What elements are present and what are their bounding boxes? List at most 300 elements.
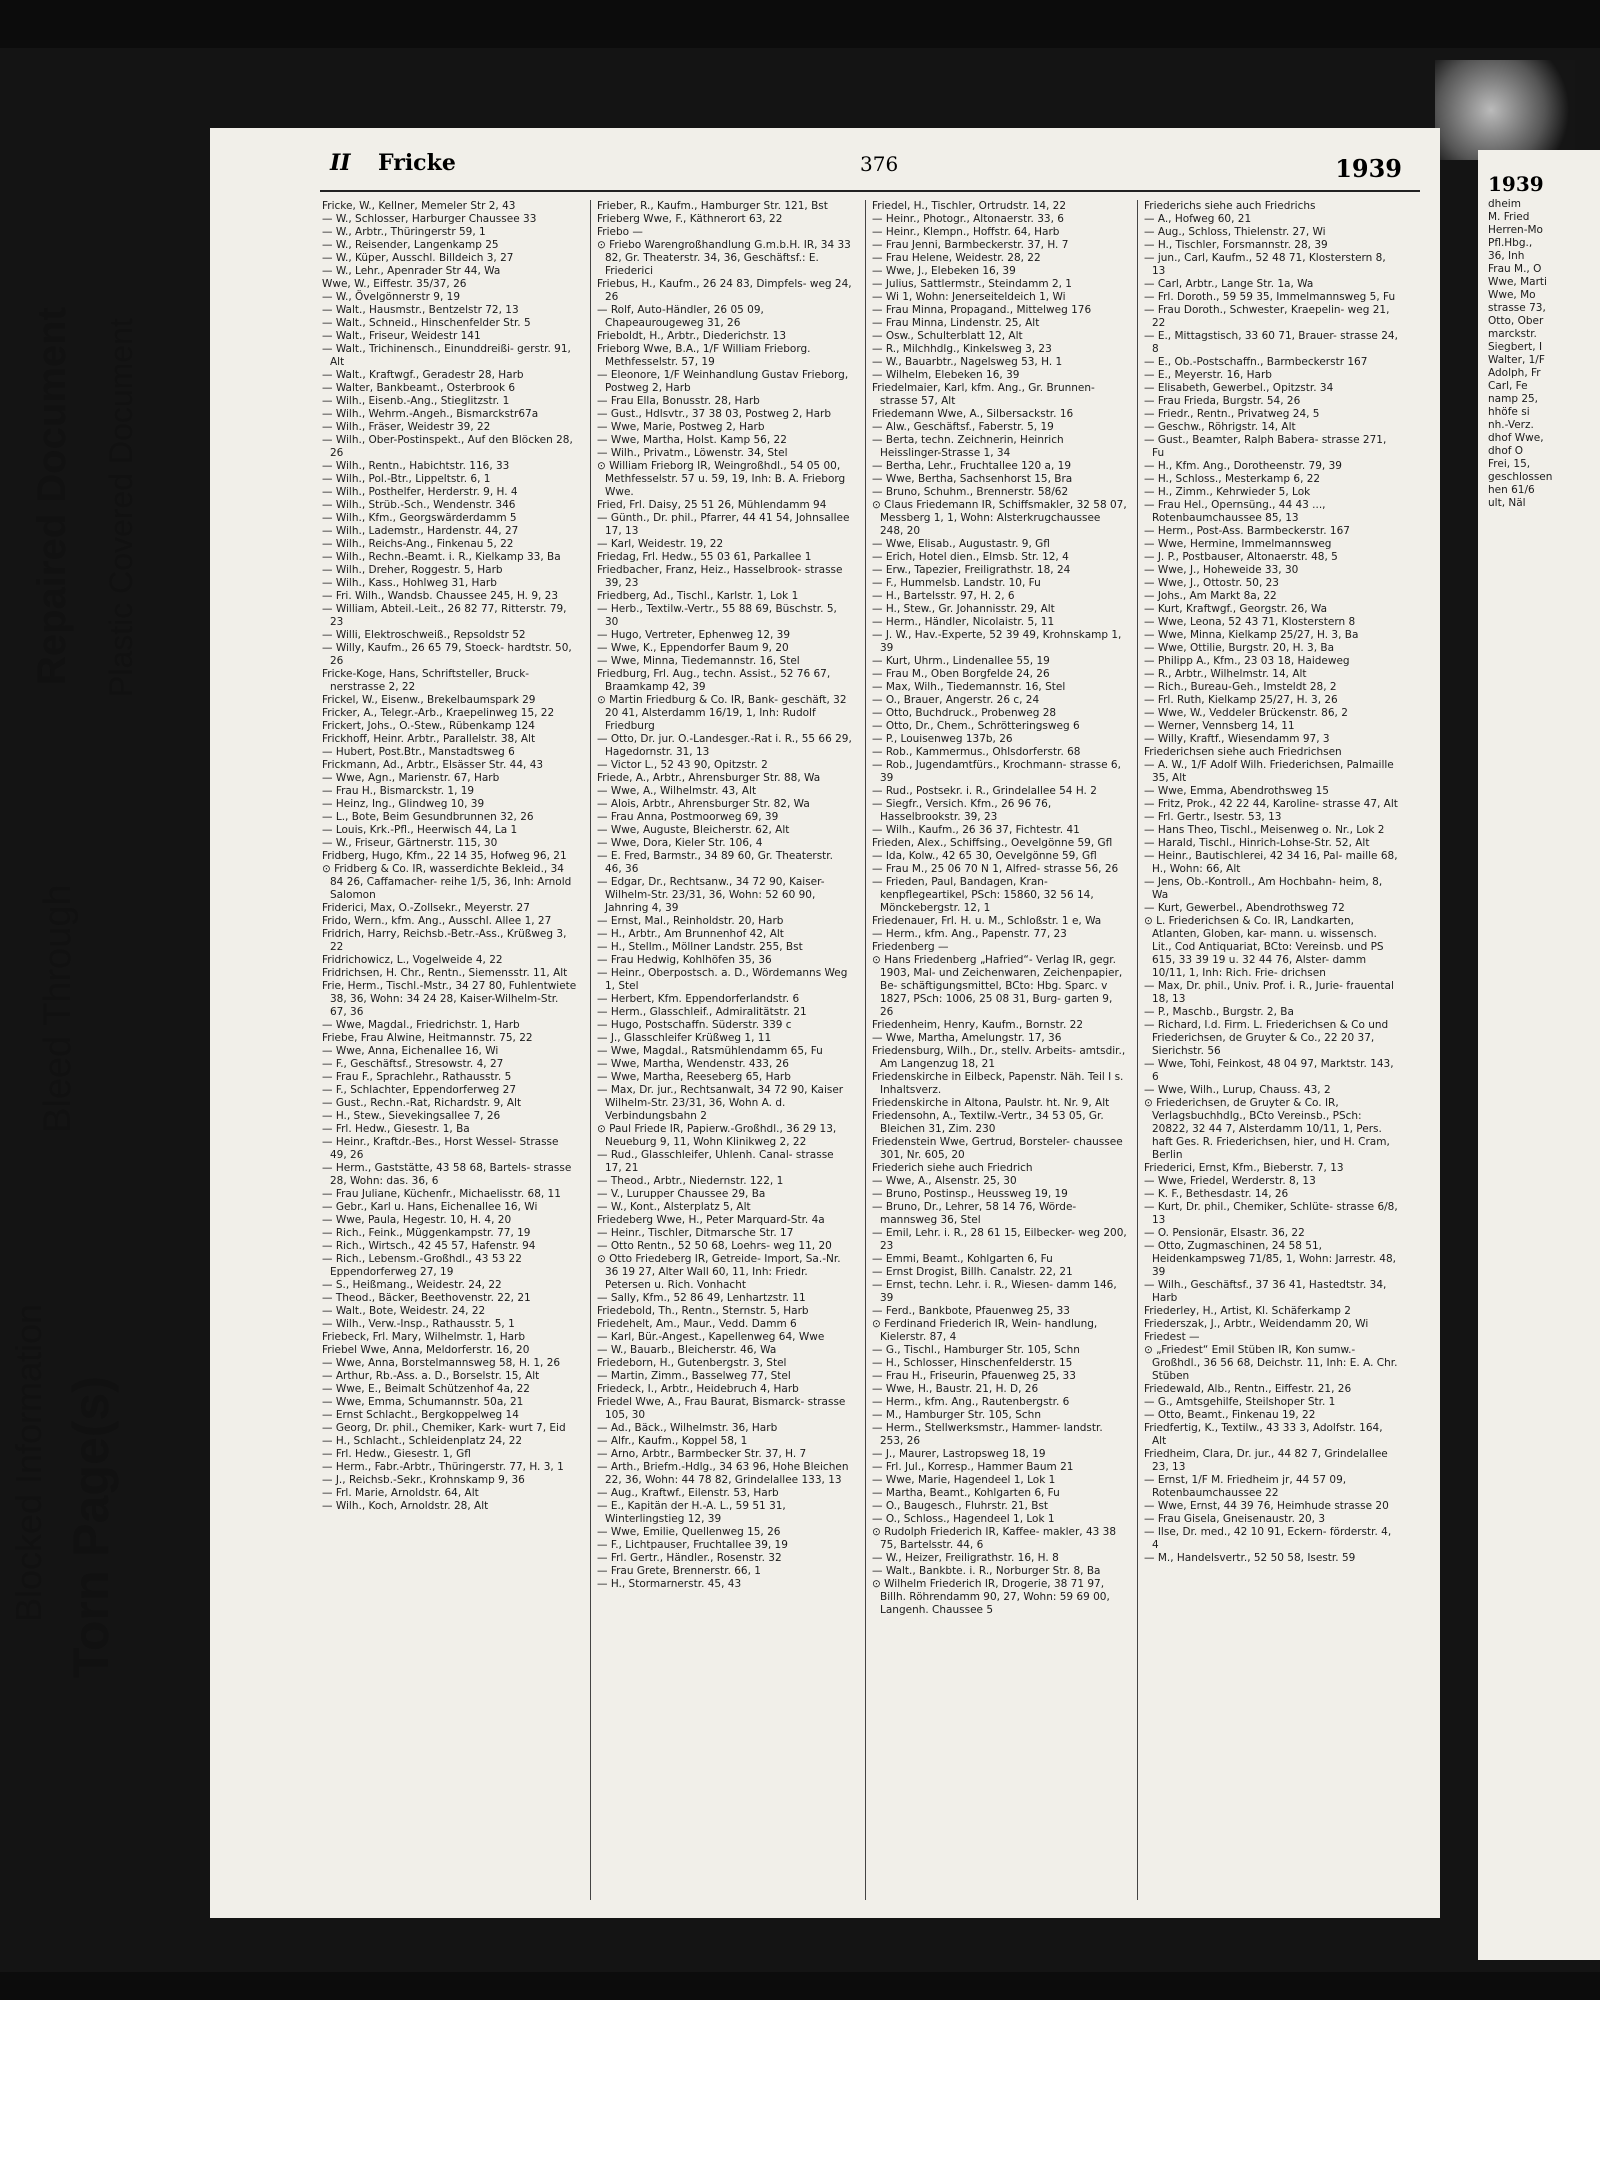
directory-entry: — Martin, Zimm., Basselweg 77, Stel [597, 1370, 791, 1382]
directory-entry: — V., Lurupper Chaussee 29, Ba [597, 1188, 766, 1200]
directory-entry: — G., Tischl., Hamburger Str. 105, Schn [872, 1344, 1080, 1356]
directory-entry: — Erw., Tapezier, Freiligrathstr. 18, 24 [872, 564, 1071, 576]
directory-entry: — W., Lehr., Apenrader Str 44, Wa [322, 265, 501, 277]
directory-entry: ⊙ L. Friederichsen & Co. IR, Landkarten, Atlanten, Globen, kar- mann. u. wissensch. Lit., Cod Antiquariat, BCto: Vereinsb. und PS 615, 33 39 19 u. 32 44 76, Alster- damm 10/11, 1, Inh: Rich. Frie- drichsen [1144, 915, 1384, 979]
directory-entry: — J., Maurer, Lastropsweg 18, 19 [872, 1448, 1046, 1460]
directory-entry: — E., Meyerstr. 16, Harb [1144, 369, 1272, 381]
directory-entry: Friebel Wwe, Anna, Meldorferstr. 16, 20 [322, 1344, 530, 1356]
directory-entry: — Gust., Rechn.-Rat, Richardstr. 9, Alt [322, 1097, 522, 1109]
directory-entry: Frido, Wern., kfm. Ang., Ausschl. Allee 1, 27 [322, 915, 552, 927]
directory-entry: — Wwe, Agn., Marienstr. 67, Harb [322, 772, 500, 784]
column-rule [865, 200, 866, 1900]
directory-entry: — J. P., Postbauser, Altonaerstr. 48, 5 [1144, 551, 1338, 563]
directory-entry: — Heinr., Kraftdr.-Bes., Horst Wessel- Strasse 49, 26 [322, 1136, 559, 1161]
directory-entry: — Julius, Sattlermstr., Steindamm 2, 1 [872, 278, 1072, 290]
directory-entry: Friederici, Ernst, Kfm., Bieberstr. 7, 13 [1144, 1162, 1344, 1174]
directory-entry: — Wwe, Magdal., Friedrichstr. 1, Harb [322, 1019, 520, 1031]
directory-entry: — A., Hofweg 60, 21 [1144, 213, 1252, 225]
directory-entry: — Werner, Vennsberg 14, 11 [1144, 720, 1295, 732]
directory-entry: — Hugo, Postschaffn. Süderstr. 339 c [597, 1019, 792, 1031]
directory-entry: — Frau Anna, Postmoorweg 69, 39 [597, 811, 779, 823]
directory-entry: — Wwe, Anna, Borstelmannsweg 58, H. 1, 26 [322, 1357, 561, 1369]
directory-entry: Friebus, H., Kaufm., 26 24 83, Dimpfels- weg 24, 26 [597, 278, 852, 303]
directory-entry: — Karl, Weidestr. 19, 22 [597, 538, 724, 550]
directory-entry: — Ferd., Bankbote, Pfauenweg 25, 33 [872, 1305, 1070, 1317]
directory-entry: — Frau H., Friseurin, Pfauenweg 25, 33 [872, 1370, 1076, 1382]
directory-entry: — Victor L., 52 43 90, Opitzstr. 2 [597, 759, 768, 771]
directory-entry: — Wilh., Fräser, Weidestr 39, 22 [322, 421, 491, 433]
directory-entry: — Alfr., Kaufm., Koppel 58, 1 [597, 1435, 748, 1447]
directory-entry: — Theod., Bäcker, Beethovenstr. 22, 21 [322, 1292, 531, 1304]
directory-entry: — Otto, Dr., Chem., Schrötteringsweg 6 [872, 720, 1080, 732]
directory-entry: — M., Handelsvertr., 52 50 58, Isestr. 59 [1144, 1552, 1356, 1564]
directory-entry: — Herbert, Kfm. Eppendorferlandstr. 6 [597, 993, 800, 1005]
directory-entry: — Wwe, Wilh., Lurup, Chauss. 43, 2 [1144, 1084, 1331, 1096]
edition-year: 1939 [1335, 154, 1402, 183]
directory-entry: — Edgar, Dr., Rechtsanw., 34 72 90, Kaiser-Wilhelm-Str. 23/31, 36, Wohn: 52 60 90, Jahnring 4, 39 [597, 876, 825, 914]
directory-entry: — Walt., Schneid., Hinschenfelder Str. 5 [322, 317, 531, 329]
directory-entry: — Otto Rentn., 52 50 68, Loehrs- weg 11, 20 [597, 1240, 832, 1252]
directory-entry: Friedenskirche in Eilbeck, Papenstr. Näh. Teil I s. Inhaltsverz. [872, 1071, 1124, 1096]
directory-entry: — Otto, Dr. jur. O.-Landesger.-Rat i. R., 55 66 29, Hagedornstr. 31, 13 [597, 733, 852, 758]
directory-entry: ⊙ Rudolph Friederich IR, Kaffee- makler, 43 38 75, Bartelsstr. 44, 6 [872, 1526, 1117, 1551]
directory-column-3 [872, 200, 1127, 1910]
directory-entry: — H., Stew., Sievekingsallee 7, 26 [322, 1110, 501, 1122]
directory-entry: — Frau Minna, Propagand., Mittelweg 176 [872, 304, 1092, 316]
directory-entry: — J. W., Hav.-Experte, 52 39 49, Krohnskamp 1, 39 [872, 629, 1122, 654]
directory-entry: — Arthur, Rb.-Ass. a. D., Borselstr. 15, Alt [322, 1370, 540, 1382]
directory-entry: — Wwe, Tohi, Feinkost, 48 04 97, Marktstr. 143, 6 [1144, 1058, 1394, 1083]
directory-entry: — Wwe, Minna, Kielkamp 25/27, H. 3, Ba [1144, 629, 1359, 641]
directory-entry: — Wilh., Rentn., Habichtstr. 116, 33 [322, 460, 510, 472]
directory-entry: — Gust., Hdlsvtr., 37 38 03, Postweg 2, Harb [597, 408, 831, 420]
stamp-plastic-covered: Plastic Covered Document [103, 318, 139, 697]
facing-page-entry: Frei, 15, [1488, 458, 1531, 470]
directory-entry: ⊙ Fridberg & Co. IR, wasserdichte Bekleid., 34 84 26, Caffamacher- reihe 1/5, 36, Inh: Arnold Salomon [322, 863, 572, 901]
facing-page-entry: Wwe, Marti [1488, 276, 1547, 288]
directory-entry: — P., Louisenweg 137b, 26 [872, 733, 1013, 745]
directory-entry: — Harald, Tischl., Hinrich-Lohse-Str. 52, Alt [1144, 837, 1370, 849]
directory-entry: Frickmann, Ad., Arbtr., Elsässer Str. 44, 43 [322, 759, 544, 771]
directory-entry: — Heinr., Klempn., Hoffstr. 64, Harb [872, 226, 1060, 238]
directory-entry: — Wwe, Friedel, Werderstr. 8, 13 [1144, 1175, 1316, 1187]
facing-page-entry: namp 25, [1488, 393, 1539, 405]
directory-entry: — S., Heißmang., Weidestr. 24, 22 [322, 1279, 502, 1291]
directory-entry: Frieboldt, H., Arbtr., Diederichstr. 13 [597, 330, 787, 342]
directory-entry: — Gust., Beamter, Ralph Babera- strasse 271, Fu [1144, 434, 1387, 459]
facing-page-entry: Carl, Fe [1488, 380, 1528, 392]
directory-entry: Frickert, Johs., O.-Stew., Rübenkamp 124 [322, 720, 535, 732]
directory-entry: — Max, Wilh., Tiedemannstr. 16, Stel [872, 681, 1066, 693]
directory-entry: — Fritz, Prok., 42 22 44, Karoline- strasse 47, Alt [1144, 798, 1398, 810]
directory-entry: — Frau F., Sprachlehr., Rathausstr. 5 [322, 1071, 512, 1083]
directory-entry: — Arno, Arbtr., Barmbecker Str. 37, H. 7 [597, 1448, 807, 1460]
directory-entry: — Frl. Hedw., Giesestr. 1, Gfl [322, 1448, 471, 1460]
directory-entry: Friedfertig, K., Textilw., 43 33 3, Adolfstr. 164, Alt [1144, 1422, 1383, 1447]
directory-entry: — Walter, Bankbeamt., Osterbrook 6 [322, 382, 516, 394]
facing-page-entry: geschlossen [1488, 471, 1553, 483]
directory-entry: — Frl. Gertr., Isestr. 53, 13 [1144, 811, 1282, 823]
directory-entry: — Emil, Lehr. i. R., 28 61 15, Eilbecker- weg 200, 23 [872, 1227, 1127, 1252]
directory-entry: — H., Stormarnerstr. 45, 43 [597, 1578, 742, 1590]
directory-entry: Fridrich, Harry, Reichsb.-Betr.-Ass., Krüßweg 3, 22 [322, 928, 567, 953]
directory-entry: — F., Lichtpauser, Fruchtallee 39, 19 [597, 1539, 788, 1551]
directory-entry: — Richard, I.d. Firm. L. Friederichsen & Co und Friederichsen, de Gruyter & Co., 22 20 37, Sierichstr. 56 [1144, 1019, 1389, 1057]
directory-column-1 [322, 200, 577, 1910]
directory-entry: Frickel, W., Eisenw., Brekelbaumspark 29 [322, 694, 536, 706]
directory-entry: Frickhoff, Heinr. Arbtr., Parallelstr. 38, Alt [322, 733, 536, 745]
facing-page-entry: Pfl.Hbg., [1488, 237, 1533, 249]
directory-entry: Friede, A., Arbtr., Ahrensburger Str. 88, Wa [597, 772, 821, 784]
directory-entry: — Rud., Postsekr. i. R., Grindelallee 54 H. 2 [872, 785, 1097, 797]
directory-entry: Fridrichsen, H. Chr., Rentn., Siemensstr. 11, Alt [322, 967, 568, 979]
page-header [330, 150, 1420, 190]
directory-entry: Friedensohn, A., Textilw.-Vertr., 34 53 05, Gr. Bleichen 31, Zim. 230 [872, 1110, 1104, 1135]
facing-page-entry: dhof Wwe, [1488, 432, 1544, 444]
facing-page-entry: dheim [1488, 198, 1521, 210]
directory-entry: Friedheim, Clara, Dr. jur., 44 82 7, Grindelallee 23, 13 [1144, 1448, 1388, 1473]
directory-entry: — Gebr., Karl u. Hans, Eichenallee 16, Wi [322, 1201, 538, 1213]
directory-entry: — Max, Dr. phil., Univ. Prof. i. R., Jurie- frauental 18, 13 [1144, 980, 1394, 1005]
directory-entry: — E., Ob.-Postschaffn., Barmbeckerstr 167 [1144, 356, 1368, 368]
directory-entry: Fricke-Koge, Hans, Schriftsteller, Bruck- nerstrasse 2, 22 [322, 668, 530, 693]
facing-page-entry: M. Fried [1488, 211, 1530, 223]
directory-entry: — Ilse, Dr. med., 42 10 91, Eckern- förderstr. 4, 4 [1144, 1526, 1392, 1551]
directory-entry: Fridberg, Hugo, Kfm., 22 14 35, Hofweg 96, 21 [322, 850, 567, 862]
directory-entry: — Frau M., Oben Borgfelde 24, 26 [872, 668, 1050, 680]
directory-entry: — Wilh., Kass., Hohlweg 31, Harb [322, 577, 497, 589]
directory-entry: Friedbacher, Franz, Heiz., Hasselbrook- strasse 39, 23 [597, 564, 843, 589]
directory-entry: — Wi 1, Wohn: Jenerseiteldeich 1, Wi [872, 291, 1066, 303]
directory-entry: — Jens, Ob.-Kontroll., Am Hochbahn- heim, 8, Wa [1144, 876, 1383, 901]
directory-entry: — F., Geschäftsf., Stresowstr. 4, 27 [322, 1058, 504, 1070]
directory-entry: — Frau Frieda, Burgstr. 54, 26 [1144, 395, 1301, 407]
directory-entry: — Walt., Trichinensch., Einunddreißi- gerstr. 91, Alt [322, 343, 571, 368]
directory-entry: — Wilh., Privatm., Löwenstr. 34, Stel [597, 447, 788, 459]
directory-entry: Frie, Herm., Tischl.-Mstr., 34 27 80, Fuhlentwiete 38, 36, Wohn: 34 24 28, Kaiser-Wilhelm-Str. 67, 36 [322, 980, 577, 1018]
directory-entry: Friederszak, J., Arbtr., Weidendamm 20, Wi [1144, 1318, 1369, 1330]
directory-entry: — Aug., Kraftwf., Eilenstr. 53, Harb [597, 1487, 779, 1499]
directory-entry: Friedburg, Frl. Aug., techn. Assist., 52 76 67, Braamkamp 42, 39 [597, 668, 831, 693]
directory-entry: — L., Bote, Beim Gesundbrunnen 32, 26 [322, 811, 534, 823]
directory-entry: — Rud., Glasschleifer, Uhlenh. Canal- strasse 17, 21 [597, 1149, 834, 1174]
directory-entry: — Frau H., Bismarckstr. 1, 19 [322, 785, 475, 797]
facing-page-entry: Herren-Mo [1488, 224, 1543, 236]
directory-entry: — G., Amtsgehilfe, Steilshoper Str. 1 [1144, 1396, 1336, 1408]
directory-entry: ⊙ Otto Friedeberg IR, Getreide- Import, Sa.-Nr. 36 19 27, Alter Wall 60, 11, Inh: Friedr. Petersen u. Rich. Vonhacht [597, 1253, 841, 1291]
directory-entry: — Wwe, J., Hoheweide 33, 30 [1144, 564, 1299, 576]
directory-entry: — H., Tischler, Forsmannstr. 28, 39 [1144, 239, 1328, 251]
facing-page-entry: strasse 73, [1488, 302, 1546, 314]
directory-entry: Friederley, H., Artist, Kl. Schäferkamp 2 [1144, 1305, 1351, 1317]
directory-entry: — Wilh., Lademstr., Hardenstr. 44, 27 [322, 525, 519, 537]
directory-entry: — Philipp A., Kfm., 23 03 18, Haideweg [1144, 655, 1350, 667]
directory-entry: — H., Schloss., Mesterkamp 6, 22 [1144, 473, 1321, 485]
facing-page-entry: dhof O [1488, 445, 1524, 457]
directory-entry: — Wwe, Auguste, Bleicherstr. 62, Alt [597, 824, 790, 836]
directory-entry: Friedebold, Th., Rentn., Sternstr. 5, Harb [597, 1305, 809, 1317]
directory-entry: Friedenberg — [872, 941, 949, 953]
directory-entry: — Arth., Briefm.-Hdlg., 34 63 96, Hohe Bleichen 22, 36, Wohn: 44 78 82, Grindelallee 133, 13 [597, 1461, 849, 1486]
directory-entry: — Eleonore, 1/F Weinhandlung Gustav Frieborg, Postweg 2, Harb [597, 369, 849, 394]
directory-entry: — E., Kapitän der H.-A. L., 59 51 31, Winterlingstieg 12, 39 [597, 1500, 786, 1525]
directory-entry: — Frau Juliane, Küchenfr., Michaelisstr. 68, 11 [322, 1188, 561, 1200]
directory-entry: — Berta, techn. Zeichnerin, Heinrich Heisslinger-Strasse 1, 34 [872, 434, 1064, 459]
directory-entry: — H., Zimm., Kehrwieder 5, Lok [1144, 486, 1311, 498]
directory-entry: — Rob., Kammermus., Ohlsdorferstr. 68 [872, 746, 1081, 758]
directory-entry: — Herm., Händler, Nicolaistr. 5, 11 [872, 616, 1055, 628]
directory-entry: — Herm., kfm. Ang., Rautenbergstr. 6 [872, 1396, 1070, 1408]
directory-entry: — Wilh., Posthelfer, Herderstr. 9, H. 4 [322, 486, 518, 498]
directory-entry: — Wwe, H., Baustr. 21, H. D, 26 [872, 1383, 1039, 1395]
directory-entry: — Otto, Beamt., Finkenau 19, 22 [1144, 1409, 1316, 1421]
directory-entry: Friebeck, Frl. Mary, Wilhelmstr. 1, Harb [322, 1331, 526, 1343]
directory-entry: — W., Heizer, Freiligrathstr. 16, H. 8 [872, 1552, 1059, 1564]
directory-entry: Friedel, H., Tischler, Ortrudstr. 14, 22 [872, 200, 1067, 212]
directory-entry: Friedest — [1144, 1331, 1200, 1343]
directory-entry: — O., Schloss., Hagendeel 1, Lok 1 [872, 1513, 1055, 1525]
directory-entry: Friedeck, I., Arbtr., Heidebruch 4, Harb [597, 1383, 799, 1395]
directory-entry: — Rob., Jugendamtfürs., Krochmann- strasse 6, 39 [872, 759, 1121, 784]
directory-entry: — Wilh., Strüb.-Sch., Wendenstr. 346 [322, 499, 516, 511]
column-rule [1137, 200, 1138, 1900]
directory-entry: — Herb., Textilw.-Vertr., 55 88 69, Büschstr. 5, 30 [597, 603, 837, 628]
directory-column-4 [1144, 200, 1399, 1910]
directory-entry: — Wwe, Martha, Amelungstr. 17, 36 [872, 1032, 1062, 1044]
directory-entry: — Fri. Wilh., Wandsb. Chaussee 245, H. 9, 23 [322, 590, 559, 602]
facing-page-entry: Walter, 1/F [1488, 354, 1545, 366]
directory-entry: — Wwe, Dora, Kieler Str. 106, 4 [597, 837, 763, 849]
scan-top-border [0, 0, 1600, 48]
directory-entry: — Wwe, Ernst, 44 39 76, Heimhude strasse 20 [1144, 1500, 1389, 1512]
directory-entry: — Kurt, Uhrm., Lindenallee 55, 19 [872, 655, 1050, 667]
directory-entry: — Heinr., Bautischlerei, 42 34 16, Pal- maille 68, H., Wohn: 66, Alt [1144, 850, 1398, 875]
directory-entry: — Wilhelm, Elebeken 16, 39 [872, 369, 1020, 381]
directory-entry: Frieden, Alex., Schiffsing., Oevelgönne 59, Gfl [872, 837, 1113, 849]
directory-entry: — Frau Gisela, Gneisenaustr. 20, 3 [1144, 1513, 1326, 1525]
stamp-torn-pages: Torn Page(s) [63, 1376, 119, 1678]
directory-entry: — Bertha, Lehr., Fruchtallee 120 a, 19 [872, 460, 1072, 472]
directory-entry: — Wwe, Minna, Tiedemannstr. 16, Stel [597, 655, 800, 667]
directory-entry: ⊙ Ferdinand Friederich IR, Wein- handlung, Kielerstr. 87, 4 [872, 1318, 1098, 1343]
facing-page-entry: Frau M., O [1488, 263, 1542, 275]
directory-entry: — Heinr., Oberpostsch. a. D., Wördemanns Weg 1, Stel [597, 967, 848, 992]
directory-entry: — Alw., Geschäftsf., Faberstr. 5, 19 [872, 421, 1054, 433]
directory-entry: — Herm., Fabr.-Arbtr., Thüringerstr. 77, H. 3, 1 [322, 1461, 564, 1473]
directory-entry: — Rich., Bureau-Geh., Imsteldt 28, 2 [1144, 681, 1337, 693]
directory-entry: — M., Hamburger Str. 105, Schn [872, 1409, 1041, 1421]
directory-entry: — A. W., 1/F Adolf Wilh. Friederichsen, Palmaille 35, Alt [1144, 759, 1394, 784]
directory-entry: — K. F., Bethesdastr. 14, 26 [1144, 1188, 1289, 1200]
directory-entry: Friedenskirche in Altona, Paulstr. ht. Nr. 9, Alt [872, 1097, 1110, 1109]
directory-entry: — Frau Helene, Weidestr. 28, 22 [872, 252, 1041, 264]
directory-entry: Fridrichowicz, L., Vogelweide 4, 22 [322, 954, 503, 966]
directory-entry: — Frl. Gertr., Händler., Rosenstr. 32 [597, 1552, 782, 1564]
directory-entry: — Siegfr., Versich. Kfm., 26 96 76, Hasselbrookstr. 39, 23 [872, 798, 1052, 823]
directory-entry: — H., Schlacht., Schleidenplatz 24, 22 [322, 1435, 523, 1447]
directory-entry: — Ernst Schlacht., Bergkoppelweg 14 [322, 1409, 519, 1421]
directory-entry: — Frau M., 25 06 70 N 1, Alfred- strasse 56, 26 [872, 863, 1119, 875]
directory-entry: — Herm., kfm. Ang., Papenstr. 77, 23 [872, 928, 1067, 940]
column-rule [590, 200, 591, 1900]
directory-entry: Friedeborn, H., Gutenbergstr. 3, Stel [597, 1357, 787, 1369]
directory-entry: — Rich., Feink., Müggenkampstr. 77, 19 [322, 1227, 531, 1239]
directory-entry: — Frau Jenni, Barmbeckerstr. 37, H. 7 [872, 239, 1069, 251]
directory-entry: — William, Abteil.-Leit., 26 82 77, Ritterstr. 79, 23 [322, 603, 567, 628]
directory-entry: — Bruno, Postinsp., Heussweg 19, 19 [872, 1188, 1068, 1200]
directory-entry: — H., Bartelsstr. 97, H. 2, 6 [872, 590, 1015, 602]
directory-entry: Friederichs siehe auch Friedrichs [1144, 200, 1316, 212]
directory-entry: — Walt., Hausmstr., Bentzelstr 72, 13 [322, 304, 519, 316]
directory-entry: — Frl. Doroth., 59 59 35, Immelmannsweg 5, Fu [1144, 291, 1396, 303]
page-number: 376 [860, 152, 899, 176]
directory-entry: — H., Kfm. Ang., Dorotheenstr. 79, 39 [1144, 460, 1342, 472]
directory-entry: — Willy, Kraftf., Wiesendamm 97, 3 [1144, 733, 1330, 745]
directory-entry: — Wwe, K., Eppendorfer Baum 9, 20 [597, 642, 789, 654]
directory-entry: — Ernst, Mal., Reinholdstr. 20, Harb [597, 915, 784, 927]
directory-entry: — Willi, Elektroschweiß., Repsoldstr 52 [322, 629, 526, 641]
directory-entry: — Bruno, Schuhm., Brennerstr. 58/62 [872, 486, 1069, 498]
directory-entry: — Heinr., Photogr., Altonaerstr. 33, 6 [872, 213, 1064, 225]
directory-entry: — Ad., Bäck., Wilhelmstr. 36, Harb [597, 1422, 778, 1434]
directory-entry: — Wwe, Martha, Holst. Kamp 56, 22 [597, 434, 787, 446]
directory-entry: — Wilh., Ober-Postinspekt., Auf den Blöcken 28, 26 [322, 434, 573, 459]
directory-entry: — O., Baugesch., Fluhrstr. 21, Bst [872, 1500, 1049, 1512]
directory-entry: — Wilh., Pol.-Btr., Lippeltstr. 6, 1 [322, 473, 491, 485]
stamp-repaired-document: Repaired Document [30, 307, 74, 685]
directory-entry: — Ernst Drogist, Billh. Canalstr. 22, 21 [872, 1266, 1073, 1278]
facing-page-entry: nh.-Verz. [1488, 419, 1534, 431]
directory-entry: — Hugo, Vertreter, Ephenweg 12, 39 [597, 629, 791, 641]
directory-entry: Fricker, A., Telegr.-Arb., Kraepelinweg 15, 22 [322, 707, 555, 719]
directory-entry: — Max, Dr. jur., Rechtsanwalt, 34 72 90, Kaiser Wilhelm-Str. 23/31, 36, Wohn A. d. Verbindungsbahn 2 [597, 1084, 844, 1122]
directory-entry: — E., Mittagstisch, 33 60 71, Brauer- strasse 24, 8 [1144, 330, 1398, 355]
directory-entry: — W., Övelgönnerstr 9, 19 [322, 291, 461, 303]
directory-entry: Frieber, R., Kaufm., Hamburger Str. 121, Bst [597, 200, 828, 212]
directory-entry: — J., Glasschleifer Krüßweg 1, 11 [597, 1032, 772, 1044]
directory-entry: — Herm., Gaststätte, 43 58 68, Bartels- strasse 28, Wohn: das. 36, 6 [322, 1162, 572, 1187]
directory-entry: Friedewald, Alb., Rentn., Eiffestr. 21, 26 [1144, 1383, 1352, 1395]
directory-entry: — Wilh., Verw.-Insp., Rathausstr. 5, 1 [322, 1318, 515, 1330]
directory-entry: — Friedr., Rentn., Privatweg 24, 5 [1144, 408, 1320, 420]
directory-entry: — Rich., Lebensm.-Großhdl., 43 53 22 Eppendorferweg 27, 19 [322, 1253, 522, 1278]
directory-entry: — Geschw., Röhrigstr. 14, Alt [1144, 421, 1296, 433]
directory-entry: — W., Kont., Alsterplatz 5, Alt [597, 1201, 751, 1213]
directory-entry: — Heinz, Ing., Glindweg 10, 39 [322, 798, 485, 810]
facing-page-entry: Adolph, Fr [1488, 367, 1541, 379]
directory-entry: — Wilh., Eisenb.-Ang., Stieglitzstr. 1 [322, 395, 510, 407]
directory-entry: — Wilh., Wehrm.-Angeh., Bismarckstr67a [322, 408, 539, 420]
directory-entry: — Wwe, J., Ottostr. 50, 23 [1144, 577, 1279, 589]
stamp-blocked-information: Blocked Information [8, 1303, 49, 1622]
directory-entry: Fricke, W., Kellner, Memeler Str 2, 43 [322, 200, 516, 212]
facing-page-entry: ult, Näl [1488, 497, 1526, 509]
directory-entry: — Kurt, Dr. phil., Chemiker, Schlüte- strasse 6/8, 13 [1144, 1201, 1398, 1226]
directory-entry: — Herm., Post-Ass. Barmbeckerstr. 167 [1144, 525, 1350, 537]
directory-entry: Friederich siehe auch Friedrich [872, 1162, 1033, 1174]
directory-entry: — Wilh., Koch, Arnoldstr. 28, Alt [322, 1500, 489, 1512]
directory-entry: — Georg, Dr. phil., Chemiker, Kark- wurt 7, Eid [322, 1422, 566, 1434]
directory-entry: — Wilh., Kaufm., 26 36 37, Fichtestr. 41 [872, 824, 1080, 836]
directory-entry: — Ernst, techn. Lehr. i. R., Wiesen- damm 146, 39 [872, 1279, 1117, 1304]
directory-entry: — Wwe, Anna, Eichenallee 16, Wi [322, 1045, 499, 1057]
directory-entry: — Günth., Dr. phil., Pfarrer, 44 41 54, Johnsallee 17, 13 [597, 512, 850, 537]
header-rule [320, 190, 1420, 192]
stamp-bleed-through: Bleed Through [37, 884, 79, 1133]
directory-entry: ⊙ Claus Friedemann IR, Schiffsmakler, 32 58 07, Messberg 1, 1, Wohn: Alsterkrugchaussee 248, 20 [872, 499, 1127, 537]
directory-entry: — Rich., Wirtsch., 42 45 57, Hafenstr. 94 [322, 1240, 536, 1252]
directory-entry: — Hubert, Post.Btr., Manstadtsweg 6 [322, 746, 515, 758]
directory-entry: — Erich, Hotel dien., Elmsb. Str. 12, 4 [872, 551, 1069, 563]
directory-entry: Frieberg Wwe, F., Käthnerort 63, 22 [597, 213, 783, 225]
directory-entry: — Frl. Jul., Korresp., Hammer Baum 21 [872, 1461, 1074, 1473]
directory-entry: — H., Stellm., Möllner Landstr. 255, Bst [597, 941, 803, 953]
directory-entry: — Hans Theo, Tischl., Meisenweg o. Nr., Lok 2 [1144, 824, 1385, 836]
directory-entry: ⊙ Martin Friedburg & Co. IR, Bank- geschäft, 32 20 41, Alsterdamm 16/19, 1, Inh: Rudolf Friedburg [597, 694, 847, 732]
directory-entry: — Frau Hel., Opernsüng., 44 43 ..., Rotenbaumchaussee 85, 13 [1144, 499, 1326, 524]
directory-entry: — Wilh., Rechn.-Beamt. i. R., Kielkamp 33, Ba [322, 551, 561, 563]
directory-entry: — O., Brauer, Angerstr. 26 c, 24 [872, 694, 1040, 706]
directory-entry: — Kurt, Kraftwgf., Georgstr. 26, Wa [1144, 603, 1328, 615]
bleed-through-artifact [1435, 60, 1575, 160]
directory-entry: — W., Schlosser, Harburger Chaussee 33 [322, 213, 537, 225]
directory-entry: — Frieden, Paul, Bandagen, Kran- kenpflegeartikel, PSch: 15860, 32 56 14, Mönckebergstr. 12, 1 [872, 876, 1094, 914]
facing-page-entry: Otto, Ober [1488, 315, 1544, 327]
facing-page-entry: hen 61/6 [1488, 484, 1535, 496]
directory-entry: — W., Küper, Ausschl. Billdeich 3, 27 [322, 252, 514, 264]
directory-entry: — Frau Doroth., Schwester, Kraepelin- weg 21, 22 [1144, 304, 1390, 329]
directory-entry: — Walt., Bankbte. i. R., Norburger Str. 8, Ba [872, 1565, 1101, 1577]
directory-entry: Frieborg Wwe, B.A., 1/F William Frieborg. Methfesselstr. 57, 19 [597, 343, 811, 368]
directory-entry: Friedelmaier, Karl, kfm. Ang., Gr. Brunnen- strasse 57, Alt [872, 382, 1095, 407]
directory-entry: Fried, Frl. Daisy, 25 51 26, Mühlendamm 94 [597, 499, 827, 511]
directory-entry: — Frl. Marie, Arnoldstr. 64, Alt [322, 1487, 479, 1499]
directory-entry: — Ernst, 1/F M. Friedheim jr, 44 57 09, Rotenbaumchaussee 22 [1144, 1474, 1347, 1499]
directory-entry: Friedberg, Ad., Tischl., Karlstr. 1, Lok 1 [597, 590, 799, 602]
directory-entry: — Emmi, Beamt., Kohlgarten 6, Fu [872, 1253, 1053, 1265]
directory-entry: — Wwe, Elisab., Augustastr. 9, Gfl [872, 538, 1050, 550]
directory-entry: — Wwe, Marie, Hagendeel 1, Lok 1 [872, 1474, 1056, 1486]
directory-entry: — Martha, Beamt., Kohlgarten 6, Fu [872, 1487, 1060, 1499]
directory-entry: ⊙ Hans Friedenberg „Hafried“- Verlag IR, gegr. 1903, Mal- und Zeichenwaren, Zeichenpapier, Be- schäftigungsmittel, BCto: Hbg. Sparc. v 1827, PSch: 1006, 25 08 31, Burg- garten 9, 26 [872, 954, 1123, 1018]
directory-entry: — R., Milchhdlg., Kinkelsweg 3, 23 [872, 343, 1052, 355]
directory-entry: — F., Schlachter, Eppendorferweg 27 [322, 1084, 517, 1096]
directory-entry: — Alois, Arbtr., Ahrensburger Str. 82, Wa [597, 798, 810, 810]
directory-entry: — Frau Hedwig, Kohlhöfen 35, 36 [597, 954, 772, 966]
directory-entry: — R., Arbtr., Wilhelmstr. 14, Alt [1144, 668, 1307, 680]
scan-bottom-border [0, 1972, 1600, 2000]
facing-page-entry: marckstr. [1488, 328, 1537, 340]
facing-page-column [1488, 198, 1598, 1858]
directory-entry: Friedenheim, Henry, Kaufm., Bornstr. 22 [872, 1019, 1084, 1031]
directory-entry: — H., Schlosser, Hinschenfelderstr. 15 [872, 1357, 1073, 1369]
directory-entry: — Karl, Bür.-Angest., Kapellenweg 64, Wwe [597, 1331, 825, 1343]
directory-entry: — Rolf, Auto-Händler, 26 05 09, Chapeaurougeweg 31, 26 [597, 304, 764, 329]
directory-entry: — Wwe, Emma, Schumannstr. 50a, 21 [322, 1396, 524, 1408]
directory-entry: Friedensburg, Wilh., Dr., stellv. Arbeits- amtsdir., Am Langenzug 18, 21 [872, 1045, 1126, 1070]
directory-entry: — W., Arbtr., Thüringerstr 59, 1 [322, 226, 486, 238]
directory-entry: — Walt., Friseur, Weidestr 141 [322, 330, 481, 342]
directory-entry: — Wwe, E., Beimalt Schützenhof 4a, 22 [322, 1383, 530, 1395]
directory-entry: — W., Bauarbtr., Nagelsweg 53, H. 1 [872, 356, 1063, 368]
directory-entry: Friedenstein Wwe, Gertrud, Borsteler- chaussee 301, Nr. 605, 20 [872, 1136, 1123, 1161]
directory-entry: Friderici, Max, O.-Zollsekr., Meyerstr. 27 [322, 902, 530, 914]
directory-entry: — Herm., Stellwerksmstr., Hammer- landstr. 253, 26 [872, 1422, 1103, 1447]
directory-entry: — Elisabeth, Gewerbel., Opitzstr. 34 [1144, 382, 1334, 394]
directory-entry: — Wwe, Martha, Reeseberg 65, Harb [597, 1071, 791, 1083]
directory-entry: ⊙ „Friedest“ Emil Stüben IR, Kon sumw.-Großhdl., 36 56 68, Deichstr. 11, Inh: E. A. Chr. Stüben [1144, 1344, 1398, 1382]
facing-page-entry: Wwe, Mo [1488, 289, 1536, 301]
